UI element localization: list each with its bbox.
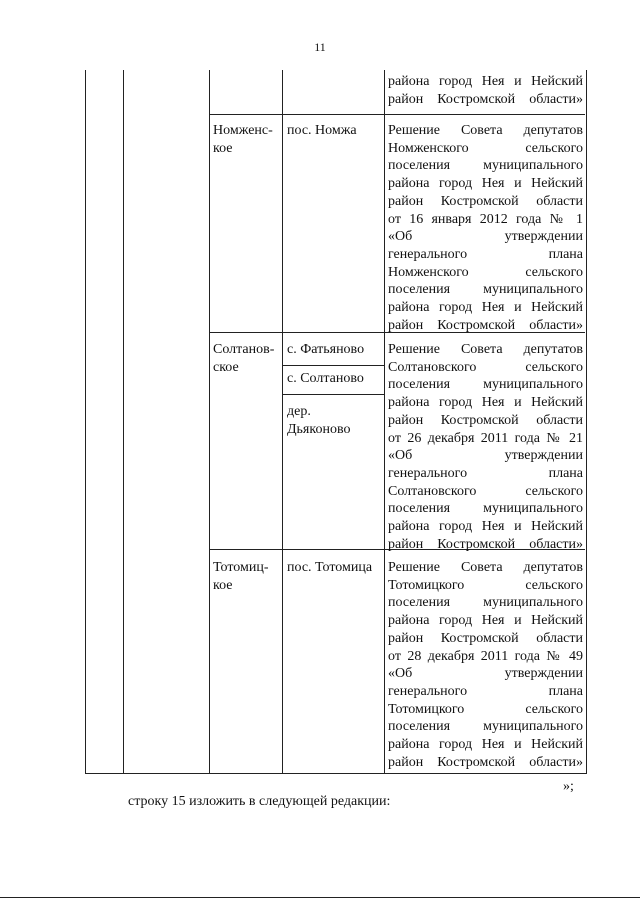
document-cell xyxy=(388,122,583,334)
document-line: района город Нея и Нейский xyxy=(388,74,583,89)
document-line: «Об утверждении xyxy=(388,448,583,464)
footer-paragraph: строку 15 изложить в следующей редакции: xyxy=(128,794,391,809)
document-line: Решение Совета депутатов xyxy=(388,123,583,138)
settlement-cell xyxy=(213,341,281,376)
document-line: поселения муниципального xyxy=(388,158,583,174)
document-line: Решение Совета депутатов xyxy=(388,560,583,575)
document-line: Решение Совета депутатов xyxy=(388,342,583,357)
document-line: район Костромской области xyxy=(388,630,583,646)
column-divider xyxy=(123,70,124,773)
document-line: Номженского сельского xyxy=(388,264,583,280)
document-line: «Об утверждении xyxy=(388,666,583,682)
document-line: Тотомицкого сельского xyxy=(388,701,583,717)
document-line: район Костромской области» xyxy=(388,754,583,770)
locality-cell xyxy=(287,122,383,140)
document-cell xyxy=(388,559,583,771)
locality-cell xyxy=(287,370,383,388)
locality-line: дер. xyxy=(287,404,311,419)
row-separator xyxy=(282,394,384,395)
document-line: Номженского сельского xyxy=(388,140,583,156)
row-separator xyxy=(209,114,585,115)
document-line: «Об утверждении xyxy=(388,229,583,245)
document-line: генерального плана xyxy=(388,465,583,481)
document-line: района город Нея и Нейский xyxy=(388,613,583,629)
row-separator xyxy=(282,365,384,366)
locality-line: пос. Номжа xyxy=(287,123,357,138)
document-line: района город Нея и Нейский xyxy=(388,176,583,192)
document-cell xyxy=(388,341,583,553)
settlement-cell xyxy=(213,122,281,157)
document-line: от 26 декабря 2011 года № 21 xyxy=(388,430,583,446)
column-divider xyxy=(209,70,210,773)
page-number: 11 xyxy=(314,40,326,54)
document-line: от 16 января 2012 года № 1 xyxy=(388,211,583,227)
locality-line: Дьяконово xyxy=(287,421,351,437)
settlement-line: Номженс- xyxy=(213,123,273,138)
document-line: поселения муниципального xyxy=(388,377,583,393)
settlement-line: кое xyxy=(213,140,233,156)
document-line: поселения муниципального xyxy=(388,282,583,298)
settlement-cell xyxy=(213,559,281,594)
document-line: район Костромской области» xyxy=(388,91,583,107)
column-divider xyxy=(384,70,385,773)
locality-cell xyxy=(287,341,383,359)
document-line: генерального плана xyxy=(388,246,583,262)
document-line: района город Нея и Нейский xyxy=(388,300,583,316)
document-line: район Костромской области» xyxy=(388,317,583,333)
locality-line: с. Фатьяново xyxy=(287,342,365,357)
locality-cell xyxy=(287,403,383,438)
settlement-line: кое xyxy=(213,577,233,593)
locality-line: пос. Тотомица xyxy=(287,560,373,575)
document-line: Тотомицкого сельского xyxy=(388,577,583,593)
document-line: района город Нея и Нейский xyxy=(388,519,583,535)
settlement-line: Тотомиц- xyxy=(213,560,269,575)
document-line: Солтановского сельского xyxy=(388,483,583,499)
document-line: район Костромской области xyxy=(388,412,583,428)
settlement-line: Солтанов- xyxy=(213,342,275,357)
document-line: района город Нея и Нейский xyxy=(388,395,583,411)
column-divider xyxy=(282,70,283,773)
document-line: Солтановского сельского xyxy=(388,359,583,375)
document-line: поселения муниципального xyxy=(388,501,583,517)
closing-quote-mark: »; xyxy=(563,779,574,794)
document-line: генерального плана xyxy=(388,683,583,699)
document-line: поселения муниципального xyxy=(388,719,583,735)
document-line: района город Нея и Нейский xyxy=(388,737,583,753)
document-line: от 28 декабря 2011 года № 49 xyxy=(388,648,583,664)
settlement-line: ское xyxy=(213,359,239,375)
document-cell xyxy=(388,73,583,108)
page-bottom-rule xyxy=(0,897,640,898)
document-line: район Костромской области xyxy=(388,193,583,209)
locality-line: с. Солтаново xyxy=(287,371,364,386)
document-line: поселения муниципального xyxy=(388,595,583,611)
locality-cell xyxy=(287,559,383,577)
document-line: район Костромской области» xyxy=(388,536,583,552)
